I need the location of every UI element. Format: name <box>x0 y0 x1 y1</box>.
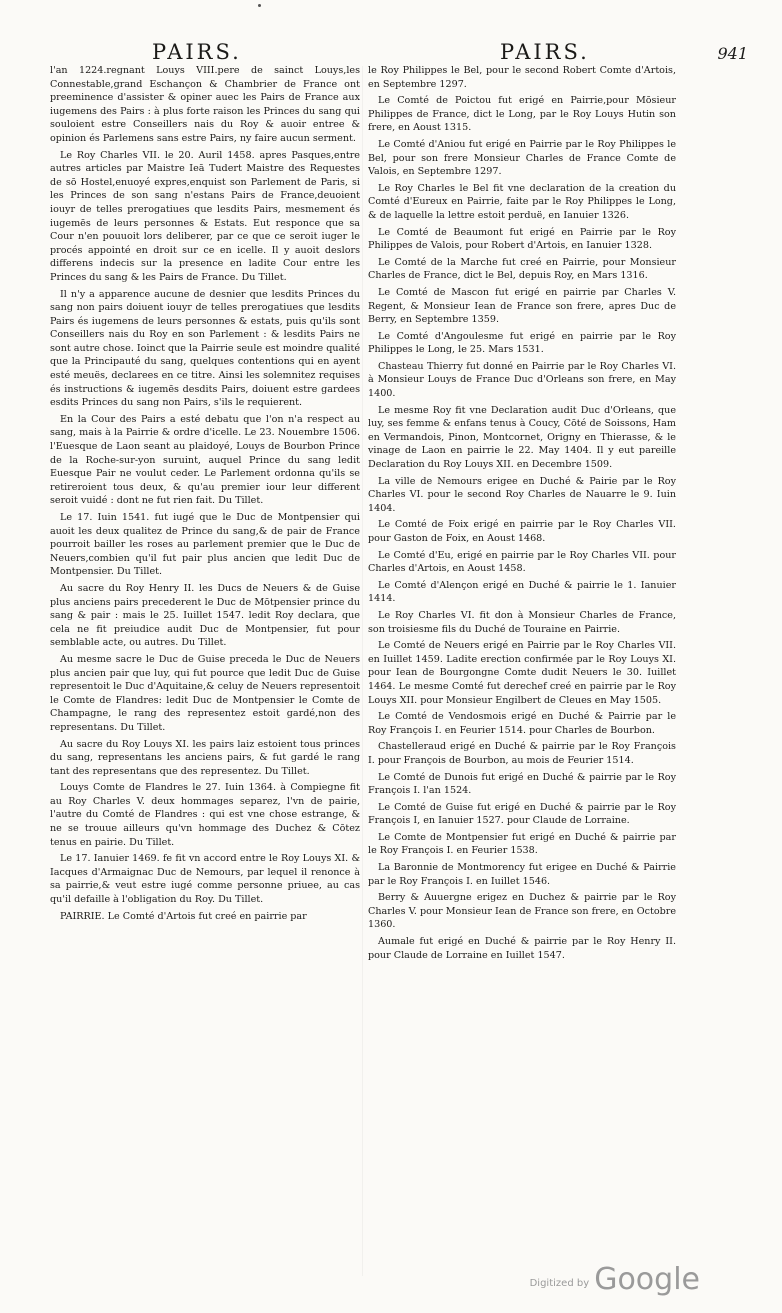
paragraph: Au mesme sacre le Duc de Guise preceda le Duc de Neuers plus ancien pair que luy, qui fut pource que ledit Duc de Guise representoit le Duc d'Aquitaine,& celuy de Neuers representoit le Comte de Flandres: ledit Duc de Montpensier le Comte de Champagne, le rang des representez estoit gardé,non des representans. Du Tillet. <box>50 653 360 733</box>
paragraph: Chastelleraud erigé en Duché & pairrie par le Roy François I. pour François de Bourbon, au mois de Feurier 1514. <box>368 741 676 766</box>
google-logo: Google <box>594 1262 700 1297</box>
page-number: 941 <box>717 44 748 63</box>
paragraph: La Baronnie de Montmorency fut erigee en Duché & Pairrie par le Roy François I. en Iuillet 1546. <box>368 862 676 887</box>
paragraph: Chasteau Thierry fut donné en Pairrie par le Roy Charles VI. à Monsieur Louys de France Duc d'Orleans son frere, en May 1400. <box>368 360 676 400</box>
paragraph: Le Comté de Neuers erigé en Pairrie par le Roy Charles VII. en Iuillet 1459. Ladite erection confirmée par le Roy Louys XI. pour Iean de Bourgongne Comte dudit Neuers le 30. Iuillet 1464. Le mesme Comté fut derechef creé en pairrie par le Roy Louys XII. pour Monsieur Engilbert de Cleues en May 1505. <box>368 640 676 706</box>
ink-speck <box>258 4 261 7</box>
paragraph: Le Roy Charles le Bel fit vne declaration de la creation du Comté d'Eureux en Pairrie, faite par le Roy Philippes le Long, & de laquelle la lettre estoit perduë, en Ianuier 1326. <box>368 182 676 221</box>
paragraph: Le Comté d'Angoulesme fut erigé en pairrie par le Roy Philippes le Long, le 25. Mars 1531. <box>368 330 676 356</box>
paragraph: La ville de Nemours erigee en Duché & Pairie par le Roy Charles VI. pour le second Roy Charles de Nauarre le 9. Iuin 1404. <box>368 475 676 514</box>
paragraph: Le Comté de la Marche fut creé en Pairrie, pour Monsieur Charles de France, dict le Bel, depuis Roy, en Mars 1316. <box>368 256 676 282</box>
paragraph: Le mesme Roy fit vne Declaration audit Duc d'Orleans, que luy, ses femme & enfans tenus à Coucy, Cōté de Soissons, Ham en Vermandois, Pinon, Montcornet, Origny en Thierasse, & le vinage de Laon en pairrie le 22. May 1404. Il y eut pareille Declaration du Roy Louys XII. en Decembre 1509. <box>368 404 676 471</box>
right-running-title: PAIRS. <box>500 40 590 64</box>
paragraph: Le Roy Charles VII. le 20. Auril 1458. apres Pasques,entre autres articles par Maistre Ieā Tudert Maistre des Requestes de sō Hostel,enuoyé expres,enquist son Parlement de Paris, si les Princes de son sang n'estans Pairs de France,deuoient iouyr de telles prerogatiues que lesdits Pairs, mesmement és iugemēs de leurs personnes & Estats. Eut responce que sa Cour n'en pouuoit lors deliberer, par ce que ce seroit iuger le procés appointé en droit sur ce en icelle. Il y auoit deslors differens indecis sur la presence en ladite Cour entre les Princes du sang & les Pairs de France. Du Tillet. <box>50 149 360 283</box>
digitized-by-label: Digitized by <box>529 1278 590 1289</box>
paragraph: Le Comté d'Aniou fut erigé en Pairrie par le Roy Philippes le Bel, pour son frere Monsieur Charles de France Comte de Valois, en Septembre 1297. <box>368 138 676 178</box>
paragraph: Le Comté de Beaumont fut erigé en Pairrie par le Roy Philippes de Valois, pour Robert d'Artois, en Ianuier 1328. <box>368 226 676 252</box>
paragraph: Le Comté de Foix erigé en pairrie par le Roy Charles VII. pour Gaston de Foix, en Aoust 1468. <box>368 519 676 544</box>
paragraph: Le 17. Iuin 1541. fut iugé que le Duc de Montpensier qui auoit les deux qualitez de Prince du sang,& de pair de France pourroit bailler les roses au parlement premier que le Duc de Neuers,combien qu'il fut pair plus ancien que ledit Duc de Montpensier. Du Tillet. <box>50 512 360 578</box>
paragraph: Au sacre du Roy Henry II. les Ducs de Neuers & de Guise plus anciens pairs precederent le Duc de Mōtpensier prince du sang & pair : mais le 25. Iuillet 1547. ledit Roy declara, que cela ne fit preiudice audit Duc de Montpensier, fut pour semblable acte, ou autres. Du Tillet. <box>50 582 360 649</box>
paragraph: Le Comté de Vendosmois erigé en Duché & Pairrie par le Roy François I. en Feurier 1514. pour Charles de Bourbon. <box>368 711 676 736</box>
left-column <box>50 64 360 1274</box>
paragraph: Le Comté d'Eu, erigé en pairrie par le Roy Charles VII. pour Charles d'Artois, en Aoust 1458. <box>368 549 676 575</box>
digitized-watermark <box>530 1262 700 1297</box>
paragraph: Le Comté de Guise fut erigé en Duché & pairrie par le Roy François I, en Ianuier 1527. pour Claude de Lorraine. <box>368 801 676 827</box>
paragraph: Le Roy Charles VI. fit don à Monsieur Charles de France, son troisiesme fils du Duché de Touraine en Pairrie. <box>368 609 676 635</box>
paragraph: En la Cour des Pairs a esté debatu que l'on n'a respect au sang, mais à la Pairrie & ordre d'icelle. Le 23. Nouembre 1506. l'Euesque de Laon seant au plaidoyé, Louys de Bourbon Prince de la Roche-sur-yon suruint, auquel Prince du sang ledit Euesque Pair ne voulut ceder. Le Parlement ordonna qu'ils se retireroient tous deux, & qu'au premier iour leur different seroit vuidé : dont ne fut rien fait. Du Tillet. <box>50 413 360 507</box>
paragraph: Le Comté de Dunois fut erigé en Duché & pairrie par le Roy François I. l'an 1524. <box>368 771 676 797</box>
paragraph: le Roy Philippes le Bel, pour le second Robert Comte d'Artois, en Septembre 1297. <box>368 65 676 90</box>
paragraph: Le 17. Ianuier 1469. fe fit vn accord entre le Roy Louys XI. & Iacques d'Armaignac Duc de Nemours, par lequel il renonce à sa pairrie,& veut estre iugé comme personne priuee, au cas qu'il defaille à l'obligation du Roy. Du Tillet. <box>50 853 360 906</box>
paragraph: Le Comté de Poictou fut erigé en Pairrie,pour Mōsieur Philippes de France, dict le Long, par le Roy Louys Hutin son frere, en Aoust 1315. <box>368 95 676 134</box>
left-running-title: PAIRS. <box>152 40 242 64</box>
paragraph: l'an 1224.regnant Louys VIII.pere de sainct Louys,les Connestable,grand Eschançon & Chambrier de France ont preeminence d'assister & opiner auec les Pairs de France aux iugemens des Pairs : à plus forte raison les Princes du sang qui souloient estre Conseillers nais du Roy & auoir entree & opinion és Parlemens sans estre Pairs, ny faire aucun serment. <box>50 65 360 144</box>
paragraph: Il n'y a apparence aucune de desnier que lesdits Princes du sang non pairs doiuent iouyr de telles prerogatiues que lesdits Pairs és iugemens de leurs personnes & estats, puis qu'ils sont Conseillers nais du Roy en son Parlement : & lesdits Pairs ne sont autre chose. Ioinct que la Pairrie seule est moindre qualité que la Principauté du sang, quelques contentions qui en ayent esté meuës, declarees en ce titre. Ainsi les solemnitez requises és instructions & iugemēs desdits Pairs, doiuent estre gardees esdits Princes du sang non Pairs, s'ils le requierent. <box>50 288 360 409</box>
paragraph: Le Comte de Montpensier fut erigé en Duché & pairrie par le Roy François I. en Feurier 1538. <box>368 831 676 857</box>
paragraph: PAIRRIE. Le Comté d'Artois fut creé en pairrie par <box>60 910 307 922</box>
paragraph: Au sacre du Roy Louys XI. les pairs laiz estoient tous princes du sang, representans les anciens pairs, & fut gardé le rang tant des representans que des representez. Du Tillet. <box>50 738 360 777</box>
paragraph: Aumale fut erigé en Duché & pairrie par le Roy Henry II. pour Claude de Lorraine en Iuillet 1547. <box>368 936 676 961</box>
right-column <box>368 64 676 1274</box>
paragraph: Le Comté d'Alençon erigé en Duché & pairrie le 1. Ianuier 1414. <box>368 579 676 605</box>
paragraph: Louys Comte de Flandres le 27. Iuin 1364. à Compiegne fit au Roy Charles V. deux hommages separez, l'vn de pairie, l'autre du Comté de Flandres : qui est vne chose estrange, & ne se trouue ailleurs qu'vn hommage des Duchez & Cōtez tenus en pairie. Du Tillet. <box>50 782 360 848</box>
paragraph: Le Comté de Mascon fut erigé en pairrie par Charles V. Regent, & Monsieur Iean de France son frere, apres Duc de Berry, en Septembre 1359. <box>368 286 676 326</box>
column-gutter <box>362 66 363 1276</box>
paragraph: Berry & Auuergne erigez en Duchez & pairrie par le Roy Charles V. pour Monsieur Iean de France son frere, en Octobre 1360. <box>368 892 676 931</box>
